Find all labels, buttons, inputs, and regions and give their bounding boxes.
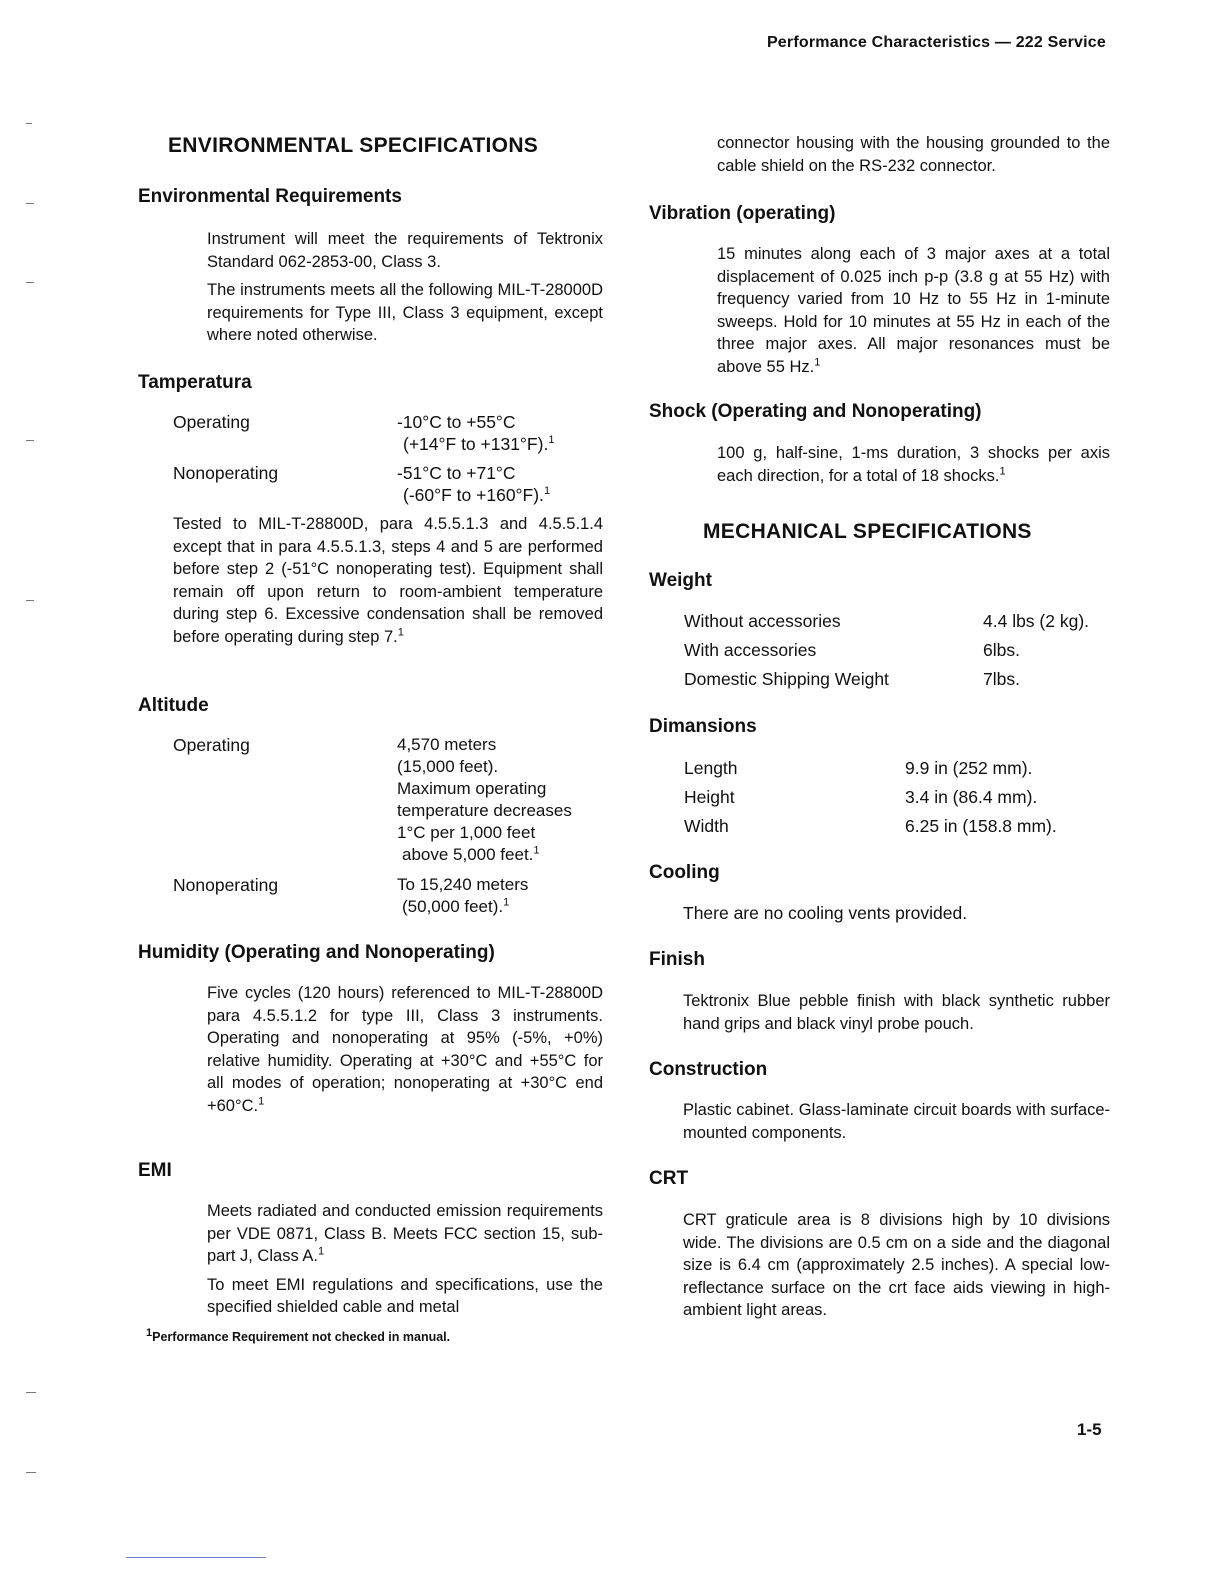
margin-mark <box>26 123 32 124</box>
value-line <box>397 896 528 918</box>
emi-body <box>207 1200 603 1319</box>
crt-body: CRT graticule area is 8 divisions high by 10 divisions wide. The divisions are 0.5 cm on a side and the diagonal size is 6.4 cm (approximately 2.5 inches). A special low-reflectance surface on the crt face aids viewing in high-ambient light areas. <box>683 1211 1110 1319</box>
scan-artifact-line <box>126 1557 266 1558</box>
finish-body: Tektronix Blue pebble finish with black synthetic rubber hand grips and black vinyl probe pouch. <box>683 992 1110 1033</box>
emi-continuation: connector housing with the housing grounded to the cable shield on the RS-232 connector. <box>717 134 1110 175</box>
dimension-label: Height <box>684 787 735 807</box>
construction-heading: Construction <box>649 1059 768 1080</box>
weight-label: Without accessories <box>684 611 841 631</box>
temp-nonoperating-label: Nonoperating <box>173 463 279 483</box>
environmental-requirements-heading: Environmental Requirements <box>138 186 402 207</box>
vibration-heading: Vibration (operating) <box>649 203 836 224</box>
footnote-marker: 1 <box>258 1095 265 1107</box>
humidity-heading: Humidity (Operating and Nonoperating) <box>138 942 495 963</box>
emi-text: Meets radiated and conducted emission requirements per VDE 0871, Class B. Meets FCC section 15, sub-part J, Class A. <box>207 1202 603 1265</box>
shock-body <box>717 442 1110 487</box>
value-text: (-60°F to +160°F). <box>403 485 544 505</box>
altitude-heading: Altitude <box>138 695 209 716</box>
alt-operating-label: Operating <box>173 735 250 755</box>
value-line: (15,000 feet). <box>397 757 499 776</box>
alt-nonoperating-value <box>397 874 528 918</box>
footnote-marker: 1 <box>533 844 540 857</box>
paragraph: The instruments meets all the following MIL-T-28000D requirements for Type III, Class 3 equipment, except where noted otherwise. <box>207 281 603 344</box>
dimension-value: 3.4 in (86.4 mm). <box>905 787 1038 807</box>
shock-heading: Shock (Operating and Nonoperating) <box>649 401 982 422</box>
weight-value: 7lbs. <box>983 669 1020 689</box>
value-line: Maximum operating <box>397 779 547 798</box>
environmental-specifications-title: ENVIRONMENTAL SPECIFICATIONS <box>168 134 539 157</box>
dimension-value: 9.9 in (252 mm). <box>905 758 1033 778</box>
dimension-label: Width <box>684 816 729 836</box>
page-number: 1-5 <box>1077 1420 1102 1439</box>
note-text: Tested to MIL-T-28800D, para 4.5.5.1.3 and 4.5.5.1.4 except that in para 4.5.5.1.3, steps 4 and 5 are performed before step 2 (-51°C nonoperating test). Equipment shall remain off upon return to room-ambient temperature during step 6. Excessive condensation shall be removed before operating during step 7. <box>173 515 603 646</box>
value-line <box>397 844 572 866</box>
footnote-marker: 1 <box>146 1326 153 1339</box>
footnote <box>146 1326 451 1344</box>
temp-operating-value <box>397 411 554 455</box>
value-line: To 15,240 meters <box>397 875 529 894</box>
margin-mark <box>26 1472 36 1473</box>
weight-value: 4.4 lbs (2 kg). <box>983 611 1090 631</box>
dimensions-heading: Dimansions <box>649 716 757 737</box>
dimension-value: 6.25 in (158.8 mm). <box>905 816 1057 836</box>
alt-nonoperating-label: Nonoperating <box>173 875 279 895</box>
margin-mark <box>26 282 34 283</box>
temp-nonoperating-value <box>397 462 550 506</box>
humidity-body <box>207 982 603 1117</box>
value-text: (+14°F to +131°F). <box>403 434 549 454</box>
temperature-note <box>173 513 603 648</box>
cooling-heading: Cooling <box>649 862 720 883</box>
value-line: -10°C to +55°C <box>397 412 516 432</box>
value-line <box>397 433 554 455</box>
paragraph: To meet EMI regulations and specifications, use the specified shielded cable and metal <box>207 1275 603 1316</box>
weight-heading: Weight <box>649 570 712 591</box>
value-text: (50,000 feet). <box>402 897 504 916</box>
value-line: 1°C per 1,000 feet <box>397 823 536 842</box>
value-line <box>397 484 550 506</box>
weight-label: Domestic Shipping Weight <box>684 669 889 689</box>
paragraph <box>207 1200 603 1268</box>
paragraph: Instrument will meet the requirements of Tektronix Standard 062-2853-00, Class 3. <box>207 230 603 271</box>
footnote-marker: 1 <box>503 896 510 909</box>
environmental-requirements-body <box>207 228 603 347</box>
footnote-marker: 1 <box>814 356 821 368</box>
dimension-label: Length <box>684 758 738 778</box>
margin-mark <box>26 600 34 601</box>
margin-mark <box>26 440 34 441</box>
cooling-body: There are no cooling vents provided. <box>683 903 968 923</box>
value-text: above 5,000 feet. <box>402 845 534 864</box>
temp-operating-label: Operating <box>173 412 250 432</box>
value-line: temperature decreases <box>397 801 572 820</box>
footnote-marker: 1 <box>548 434 555 447</box>
alt-operating-value <box>397 734 572 866</box>
footnote-marker: 1 <box>317 1245 325 1258</box>
footnote-text: Performance Requirement not checked in manual. <box>152 1330 451 1344</box>
temperature-heading: Tamperatura <box>138 372 252 393</box>
footnote-marker: 1 <box>543 485 551 498</box>
footnote-marker: 1 <box>397 626 404 638</box>
vibration-body <box>717 243 1110 378</box>
footnote-marker: 1 <box>999 465 1006 477</box>
margin-mark <box>26 203 34 204</box>
construction-body: Plastic cabinet. Glass-laminate circuit boards with surface-mounted components. <box>683 1101 1110 1142</box>
value-line: -51°C to +71°C <box>397 463 516 483</box>
weight-label: With accessories <box>684 640 817 660</box>
value-line: 4,570 meters <box>397 735 497 754</box>
finish-heading: Finish <box>649 949 705 970</box>
mechanical-specifications-title: MECHANICAL SPECIFICATIONS <box>703 520 1032 543</box>
weight-value: 6lbs. <box>983 640 1020 660</box>
running-header: Performance Characteristics — 222 Service <box>766 34 1106 51</box>
emi-heading: EMI <box>138 1160 172 1181</box>
vibration-text: 15 minutes along each of 3 major axes at a total displacement of 0.025 inch p-p (3.8 g at 55 Hz) with frequency varied from 10 Hz to 55 Hz in 1-minute sweeps. Hold for 10 minutes at 55 Hz in each of the three major axes. All major resonances must be above 55 Hz. <box>717 245 1110 376</box>
margin-mark <box>26 1392 36 1393</box>
humidity-text: Five cycles (120 hours) referenced to MIL-T-28800D para 4.5.5.1.2 for type III, Class 3 instruments. Operating and nonoperating at 95% (-5%, +0%) relative humidity. Operating at +30°C and +55°C for all modes of operation; nonoperating at +30°C end +60°C. <box>207 984 603 1115</box>
shock-text: 100 g, half-sine, 1-ms duration, 3 shocks per axis each direction, for a total of 18 shocks. <box>717 444 1110 485</box>
crt-heading: CRT <box>649 1168 689 1189</box>
